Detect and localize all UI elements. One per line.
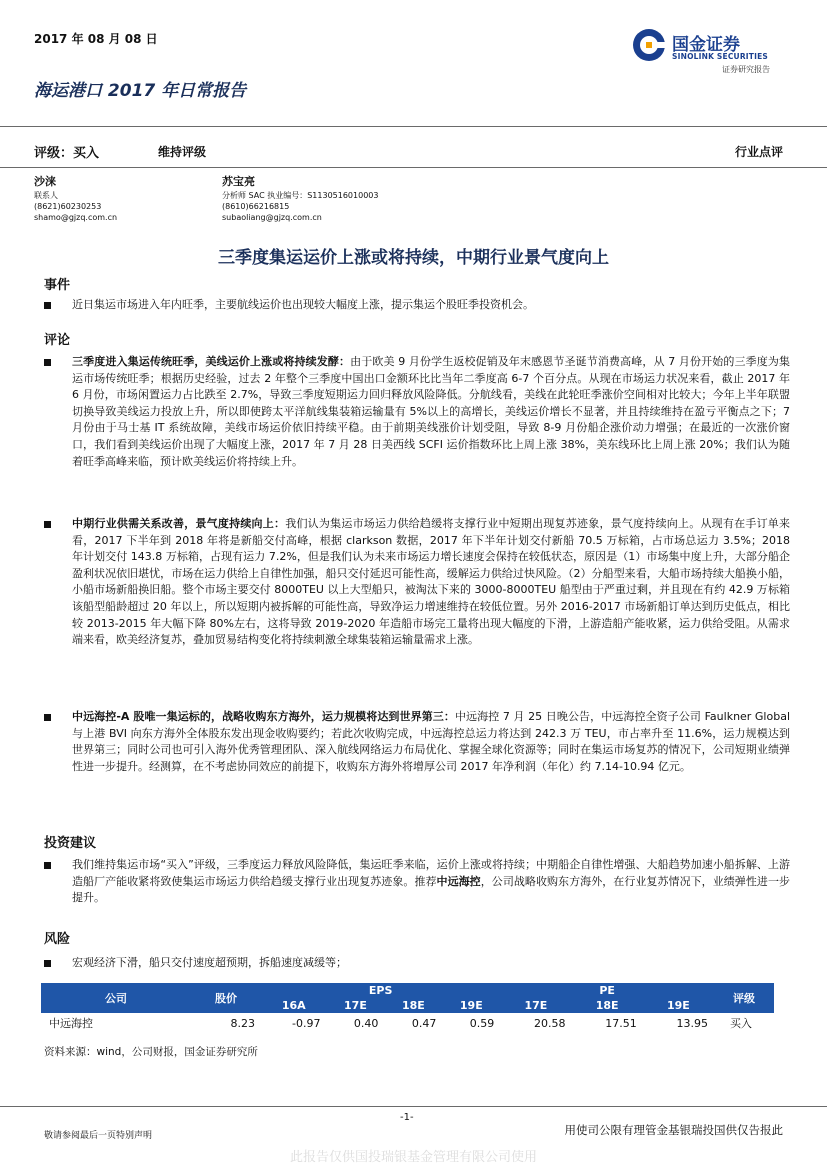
cell-pe: 13.95 (676, 1016, 708, 1030)
comment-lead: 中远海控-A 股唯一集运标的，战略收购东方海外，运力规模将达到世界第三： (72, 710, 455, 723)
bullet-icon (44, 521, 51, 528)
valuation-table (41, 983, 774, 1033)
sinolink-logo (632, 28, 792, 76)
risk-text: 宏观经济下滑，船只交付速度超预期，拆船速度减缓等； (72, 956, 347, 969)
logo-english-name: SINOLINK SECURITIES (672, 52, 769, 61)
rating-divider (0, 167, 827, 168)
advice-text-2: ，公司战略收购东方海外，在行业复苏情况下，业绩弹性进一步提升。 (72, 874, 790, 905)
report-category: 行业点评 (734, 145, 783, 159)
page-number: -1- (400, 1112, 414, 1123)
section-heading-event: 事件 (44, 278, 71, 293)
cell-company: 中远海控 (49, 1017, 93, 1030)
cell-eps: 0.40 (353, 1016, 379, 1030)
logo-subtitle: 证券研究报告 (722, 65, 770, 74)
analyst-role: 联系人 (34, 191, 58, 200)
cell-price: 8.23 (230, 1016, 255, 1030)
analyst-name: 沙涞 (34, 175, 56, 188)
report-series-title: 海运港口 2017 年日常报告 (34, 81, 247, 101)
analyst-email[interactable]: subaoliang@gjzq.com.cn (222, 213, 322, 222)
col-eps-year: 16A (261, 998, 326, 1013)
advice-text: 我们维持集运市场“买入”评级，三季度运力释放风险降低，集运旺季来临，运价上涨或将持续；中期船企自律性增强、大船趋势加速小船拆解、上游造船厂产能收紧将致使集运市场运力供给趋缓支撑行业出现复苏迹象。推荐 (72, 858, 790, 888)
comment-lead: 中期行业供需关系改善，景气度持续向上： (72, 517, 286, 530)
cell-pe: 17.51 (605, 1016, 637, 1030)
analyst-shamo (34, 174, 117, 223)
comment-lead: 三季度进入集运传统旺季，美线运价上涨或将持续发酵： (72, 355, 351, 368)
bullet-icon (44, 714, 51, 721)
cell-pe: 20.58 (534, 1016, 566, 1030)
cell-rating: 买入 (730, 1017, 752, 1030)
watermark: 此报告仅供国投瑞银基金管理有限公司使用 (289, 1150, 537, 1165)
footer-disclaimer: 敬请参阅最后一页特别声明 (44, 1131, 153, 1141)
logo-chinese-name: 国金证券 (672, 35, 740, 55)
cell-eps: -0.97 (292, 1016, 321, 1030)
header-divider (0, 126, 827, 127)
main-title: 三季度集运运价上涨或将持续，中期行业景气度向上 (218, 248, 609, 268)
cell-eps: 0.47 (411, 1016, 437, 1030)
table-row (41, 1013, 774, 1033)
rating: 评级：买入 (34, 146, 100, 161)
col-pe-year: 19E (643, 998, 714, 1013)
rating-action: 维持评级 (158, 145, 207, 159)
col-eps-year: 17E (326, 998, 384, 1013)
col-eps: EPS (261, 983, 500, 998)
bullet-icon (44, 960, 51, 967)
sinolink-logo-icon (632, 28, 666, 62)
bullet-icon (44, 862, 51, 869)
bullet-icon (44, 359, 51, 366)
analyst-phone: (8621)60230253 (34, 202, 102, 211)
col-pe-year: 18E (572, 998, 643, 1013)
comment-text: 我们认为集运市场运力供给趋缓将支撑行业中短期出现复苏迹象，景气度持续向上。从现有在手订单来看，2017 下半年到 2018 年将是新船交付高峰，根据 clarkson 数据，2017 年下半年计划交付新船 70.5 万标箱，占市场总运力 3.5%；2018 年计划交付 143.8 万标箱，占现有运力 7.2%，但是我们认为未来市场运力增长速度会保持在较低状态，原因是（1）市场集中度上升，大部分船企盈利状况依旧堪忧，市场在运力供给上自律性加强，船只交付延迟可能性高，缓解运力供给过快风险。（2）分船型来看，大船市场持续大船换小船，小船市场新船换旧船。整个市场主要交付 8000TEU 以上大型船只，被淘汰下来的 3000-8000TEU 船型由于严重过剩，并且现在有约 42.9 万标箱该船型船龄超过 20 年以上，所以短期内被拆解的可能性高，导致净运力增速维持在较低位置。另外 2016-2017 市场新船订单达到历史低点，相比较 2013-2015 年大幅下降 80%左右，这将导致 2019-2020 年造船市场完工量将出现大幅度的下滑，上游造船产能收紧，运力供给受阻。从需求端来看，欧美经济复苏，叠加贸易结构变化将持续刺激全球集装箱运输量需求上涨。 (72, 517, 791, 647)
section-heading-risk: 风险 (44, 932, 71, 947)
col-price: 股价 (191, 983, 261, 1013)
comment-text: 由于欧美 9 月份学生返校促销及年末感恩节圣诞节消费高峰，从 7 月份开始的三季度为集运市场传统旺季；根据历史经验，过去 2 年整个三季度中国出口金额环比比当年二季度高 6-7 个百分点。从现在市场运力状况来看，截止 2017 年 6 月份，市场闲置运力占比跌至 2.7%，导致三季度短期运力回归释放风险降低。分航线看，美线在此轮旺季涨价空间相对比较大；今年上半年联盟切换导致美线运力投放上升，所以即使跨太平洋航线集装箱运输量有 5%以上的高增长，美线运价增长不显著，并且持续维持在盈亏平衡点之下；7 月份由于马士基 IT 系统故障，美线市场运价依旧持续平稳。由于前期美线涨价计划受阻，导致 8-9 月份船企涨价动力增强；在最近的一次涨价窗口，我们看到美线运价出现了大幅度上涨，2017 年 7 月 28 日美西线 SCFI 运价指数环比上周上涨 38%，美东线环比上周上涨 20%；我们认为随着旺季高峰来临，预计欧美线运价将持续上升。 (72, 355, 791, 468)
source-note: 资料来源：wind，公司财报，国金证券研究所 (44, 1046, 258, 1058)
analyst-name: 苏宝亮 (222, 175, 255, 188)
analyst-email[interactable]: shamo@gjzq.com.cn (34, 213, 118, 222)
bullet-icon (44, 302, 51, 309)
footer-divider (0, 1106, 827, 1107)
col-pe: PE (500, 983, 714, 998)
col-pe-year: 17E (500, 998, 571, 1013)
col-eps-year: 19E (442, 998, 500, 1013)
col-company: 公司 (41, 983, 191, 1013)
analyst-phone: (8610)66216815 (222, 202, 290, 211)
comment-text: 中远海控 7 月 25 日晚公告，中远海控全资子公司 Faulkner Global 与上港 BVI 向东方海外全体股东发出现金收购要约；若此次收购完成，中远海控总运力将达到 242.3 万 TEU，市占率升至 11.6%，运力规模达到世界第三；同时公司也可引入海外优秀管理团队、深入航线网络运力布局优化、掌握全球化资源等；同时在集运市场复苏的情况下，公司短期业绩弹性进一步提升。经测算，在不考虑协同效应的前提下，收购东方海外将增厚公司 2017 年净利润（年化）约 7.14-10.94 亿元。 (72, 710, 791, 773)
report-date: 2017 年 08 月 08 日 (34, 32, 158, 46)
section-heading-comment: 评论 (44, 333, 71, 348)
event-text: 近日集运市场进入年内旺季，主要航线运价也出现较大幅度上涨，提示集运个股旺季投资机会。 (72, 298, 534, 311)
analyst-subaoliang (222, 174, 378, 223)
cell-eps: 0.59 (469, 1016, 495, 1030)
section-heading-advice: 投资建议 (44, 836, 97, 851)
analyst-role: 分析师 SAC 执业编号：S1130516010003 (222, 191, 379, 200)
col-eps-year: 18E (384, 998, 442, 1013)
footer-usage-note: 用使司公限有理管金基银瑞投国供仅告报此 (564, 1123, 783, 1137)
advice-stock: 中远海控 (436, 874, 481, 888)
col-rating: 评级 (714, 983, 774, 1013)
